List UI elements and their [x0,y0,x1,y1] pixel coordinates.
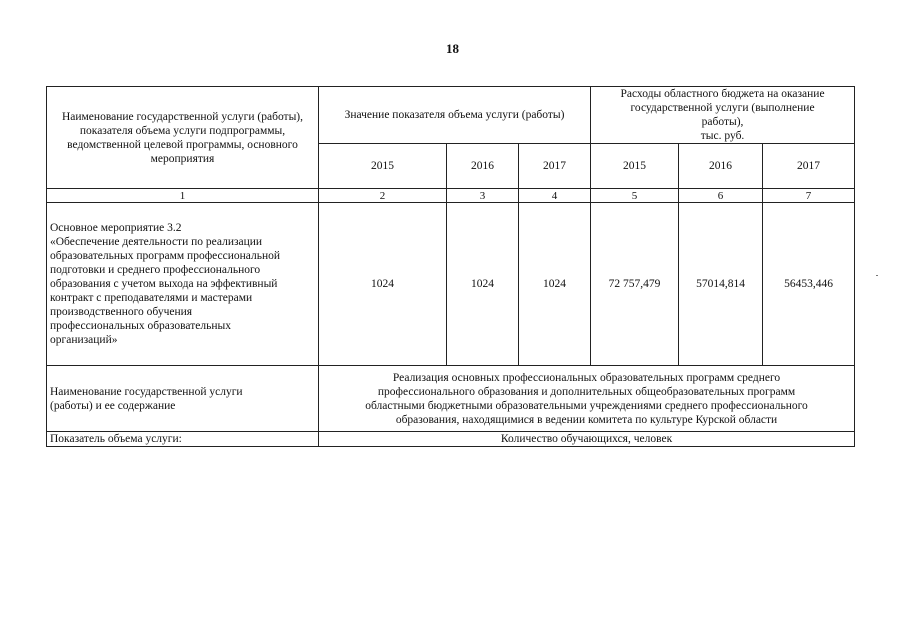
activity-name-line: профессиональных образовательных [50,320,231,332]
header-expense-line: Расходы областного бюджета на оказание [620,88,825,100]
indicator-row [47,432,855,447]
service-row [47,366,855,432]
year-cell: 2017 [763,144,855,189]
column-number: 1 [47,189,319,203]
service-label-line: Наименование государственной услуги [50,385,243,398]
header-expense-line: тыс. руб. [700,130,745,142]
table-row [47,203,855,366]
column-number: 3 [447,189,519,203]
service-content-line: профессионального образования и дополнительных общеобразовательных программ [377,385,796,398]
service-content-cell [319,366,855,432]
column-number: 4 [519,189,591,203]
year-cell: 2015 [591,144,679,189]
budget-table [46,86,855,447]
value-cell: 72 757,479 [591,203,679,366]
activity-name-line: производственного обучения [50,306,193,318]
header-row [47,87,855,144]
indicator-label-cell: Показатель объема услуги: [47,432,319,447]
value-cell: 1024 [519,203,591,366]
year-cell: 2016 [447,144,519,189]
column-number: 7 [763,189,855,203]
service-label-line: (работы) и ее содержание [50,399,176,412]
column-number: 5 [591,189,679,203]
value-cell: 57014,814 [679,203,763,366]
activity-name-line: образовательных программ профессиональной [50,250,281,262]
activity-name-cell [47,203,319,366]
header-expense-line: работы), [701,116,744,128]
year-cell: 2015 [319,144,447,189]
column-number: 6 [679,189,763,203]
scan-speck [876,275,878,276]
activity-name-line: организаций» [50,334,118,346]
year-cell: 2016 [679,144,763,189]
header-name-cell: Наименование государственной услуги (работы), показателя объема услуги подпрограммы, ведомственной целевой программы, основного мероприятия [47,87,319,189]
service-content-line: Реализация основных профессиональных образовательных программ среднего [392,371,781,384]
activity-name-line: контракт с преподавателями и мастерами [50,292,253,304]
header-volume-cell: Значение показателя объема услуги (работы) [319,87,591,144]
header-expense-line: государственной услуги (выполнение [630,102,815,114]
year-cell: 2017 [519,144,591,189]
value-cell: 1024 [447,203,519,366]
activity-name-line: «Обеспечение деятельности по реализации [50,236,263,248]
activity-name-line: Основное мероприятие 3.2 [50,222,182,234]
service-content-line: образования, находящимися в ведении комитета по культуре Курской области [395,413,778,426]
column-number: 2 [319,189,447,203]
value-cell: 56453,446 [763,203,855,366]
service-label-cell [47,366,319,432]
column-numbers-row [47,189,855,203]
activity-name-line: подготовки и среднего профессионального [50,264,261,276]
service-content-line: областными бюджетными образовательными учреждениями среднего профессионального [365,399,808,412]
header-expense-cell [591,87,855,144]
indicator-value-cell: Количество обучающихся, человек [319,432,855,447]
page-number: 18 [446,41,459,56]
activity-name-line: образования с учетом выхода на эффективный [50,278,278,290]
value-cell: 1024 [319,203,447,366]
